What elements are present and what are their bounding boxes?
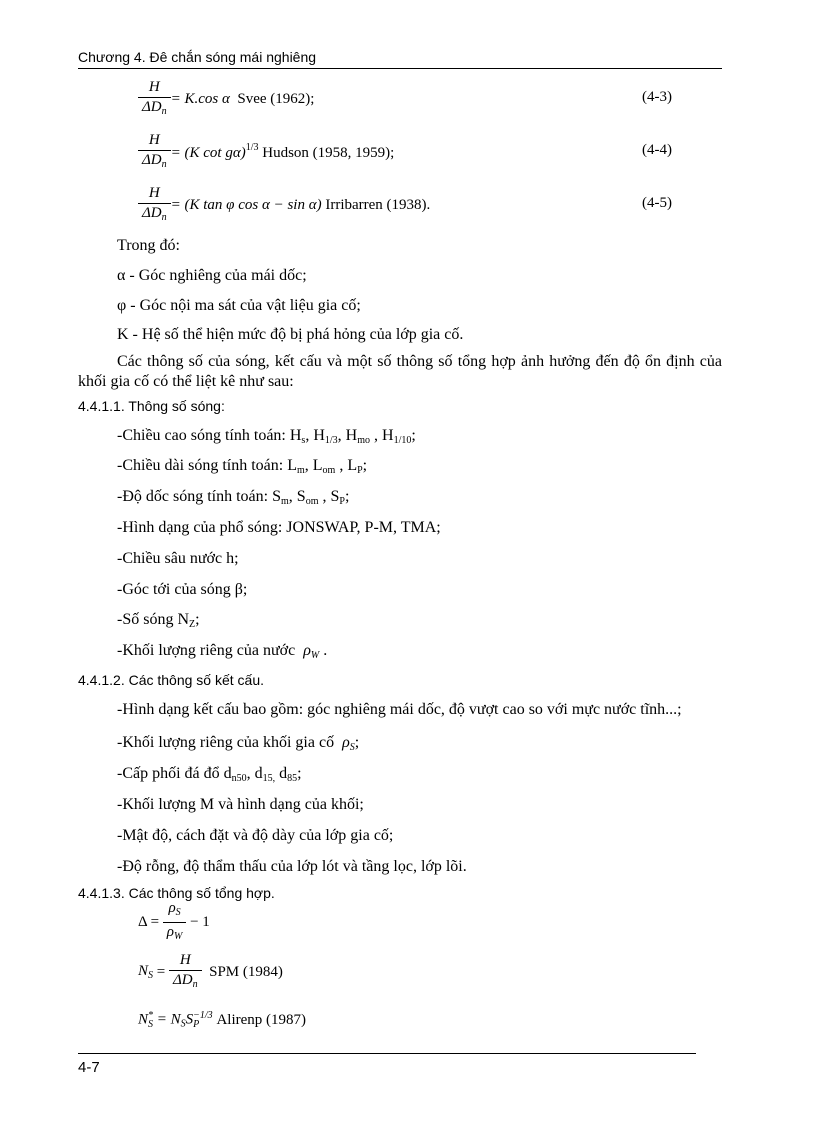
equation-number: (4-5) bbox=[642, 195, 672, 211]
denominator-sub: n bbox=[161, 158, 167, 170]
wave-spectrum-item: -Hình dạng của phổ sóng: JONSWAP, P-M, TMA; bbox=[117, 519, 441, 536]
block-mass-item: -Khối lượng M và hình dạng của khối; bbox=[117, 796, 364, 813]
section-heading-wave: 4.4.1.1. Thông số sóng: bbox=[78, 398, 225, 414]
equation-number: (4-4) bbox=[642, 142, 672, 158]
equation-citation: Irribarren (1938). bbox=[325, 196, 431, 213]
denominator-sub: n bbox=[161, 211, 167, 223]
equation-rhs: = (K cot gα) bbox=[170, 145, 246, 161]
equals-sign: = bbox=[156, 963, 166, 980]
denominator: ρ bbox=[166, 923, 174, 940]
denominator: ΔD bbox=[142, 204, 162, 221]
denominator: ΔD bbox=[172, 971, 193, 988]
where-item-k: K - Hệ số thể hiện mức độ bị phá hỏng của lớp gia cố. bbox=[117, 326, 464, 343]
denominator: ΔD bbox=[142, 98, 162, 115]
section-heading-combined: 4.4.1.3. Các thông số tổng hợp. bbox=[78, 885, 275, 901]
numerator: H bbox=[138, 79, 171, 98]
equation-4-5 bbox=[138, 185, 430, 225]
equation-exponent: 1/3 bbox=[245, 142, 259, 153]
page-number: 4-7 bbox=[78, 1059, 100, 1076]
numerator: H bbox=[138, 132, 171, 151]
equation-citation: Svee (1962); bbox=[237, 90, 315, 107]
equation-delta bbox=[138, 899, 210, 942]
footer-divider bbox=[78, 1053, 696, 1054]
water-density-item: -Khối lượng riêng của nước $\rho_W$ . bbox=[117, 642, 328, 661]
denominator-sub: n bbox=[161, 105, 167, 117]
wave-number-item: -Số sóng $N_Z$; bbox=[117, 611, 200, 630]
equation-ns-star bbox=[138, 1000, 306, 1040]
equation-fraction bbox=[138, 185, 171, 226]
equation-fraction bbox=[138, 132, 171, 173]
equation-lhs: $N_S$ bbox=[138, 963, 154, 981]
denominator-sub: n bbox=[192, 978, 198, 990]
equation-rhs: = K.cos α bbox=[170, 90, 230, 107]
armour-density-item: -Khối lượng riêng của khối gia cố $\rho_S$; bbox=[117, 734, 360, 753]
equation-4-3 bbox=[138, 79, 314, 119]
wave-height-item: -Chiều cao sóng tính toán: $H_s$, $H_{1/3}$, $H_{mo}$ , $H_{1/10}$; bbox=[117, 427, 416, 446]
equation-4-4 bbox=[138, 132, 394, 172]
equation-lhs: Δ = bbox=[138, 913, 160, 930]
equation-ns bbox=[138, 952, 283, 992]
equation-number: (4-3) bbox=[642, 89, 672, 105]
header-divider bbox=[78, 68, 722, 69]
numerator-sub: S bbox=[175, 906, 181, 918]
numerator: H bbox=[169, 952, 202, 971]
equation-fraction bbox=[163, 900, 187, 945]
denominator: ΔD bbox=[142, 151, 162, 168]
equation-fraction bbox=[169, 952, 202, 993]
wave-steepness-item: -Độ dốc sóng tính toán: $S_m$, $S_{om}$ , $S_P$; bbox=[117, 488, 350, 507]
where-intro: Trong đó: bbox=[117, 237, 180, 254]
wave-angle-item: -Góc tới của sóng β; bbox=[117, 581, 248, 598]
rock-grading-item: -Cấp phối đá đổ $d_{n50}$, $d_{15,}$ $d_{85}$; bbox=[117, 765, 302, 784]
wave-length-item: -Chiều dài sóng tính toán: $L_m$, $L_{om}$ , $L_P$; bbox=[117, 457, 368, 476]
where-item-alpha: α - Góc nghiêng của mái dốc; bbox=[117, 267, 307, 284]
where-item-phi: φ - Góc nội ma sát của vật liệu gia cố; bbox=[117, 297, 361, 314]
water-depth-item: -Chiều sâu nước h; bbox=[117, 550, 239, 567]
structure-shape-item: -Hình dạng kết cấu bao gồm: góc nghiêng mái dốc, độ vượt cao so với mực nước tĩnh...; bbox=[117, 701, 682, 718]
porosity-item: -Độ rỗng, độ thẩm thấu của lớp lót và tầng lọc, lớp lõi. bbox=[117, 858, 467, 875]
intro-paragraph: Các thông số của sóng, kết cấu và một số thông số tổng hợp ảnh hưởng đến độ ổn định của khối gia cố có thể liệt kê như sau: bbox=[78, 353, 722, 390]
equation-tail: − 1 bbox=[190, 913, 210, 930]
chapter-header: Chương 4. Đê chắn sóng mái nghiêng bbox=[78, 49, 317, 65]
equation-fraction bbox=[138, 79, 171, 120]
equation-rhs: = $N_SS$ −1/3 P bbox=[156, 1009, 213, 1030]
numerator: ρ bbox=[168, 899, 176, 916]
equation-rhs: = (K tan φ cos α − sin α) bbox=[170, 196, 322, 213]
numerator: H bbox=[138, 185, 171, 204]
equation-citation: Alirenp (1987) bbox=[216, 1011, 306, 1028]
section-heading-structure: 4.4.1.2. Các thông số kết cấu. bbox=[78, 672, 265, 688]
equation-citation: Hudson (1958, 1959); bbox=[262, 145, 395, 161]
layer-placement-item: -Mật độ, cách đặt và độ dày của lớp gia cố; bbox=[117, 827, 394, 844]
denominator-sub: W bbox=[173, 930, 183, 942]
equation-lhs: N * S bbox=[138, 1010, 154, 1030]
equation-citation: SPM (1984) bbox=[209, 963, 283, 980]
